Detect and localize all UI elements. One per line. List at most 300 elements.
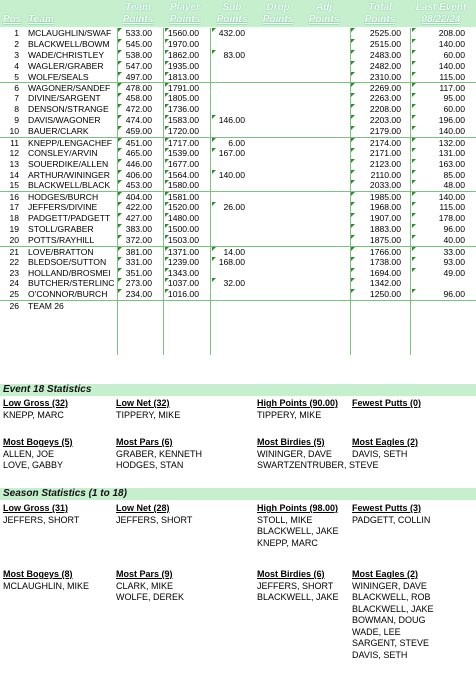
table-row xyxy=(0,180,476,191)
stat-heading: Low Net (28) xyxy=(116,503,170,513)
stat-high-points xyxy=(257,398,338,421)
cell-last: 140.00 xyxy=(438,126,465,137)
cell-tot: 2171.00 xyxy=(369,147,401,158)
cell-tot: 2515.00 xyxy=(369,38,401,49)
comment-marker-icon xyxy=(165,93,169,97)
cell-tot: 2179.00 xyxy=(369,126,401,137)
cell-team: DENSON/STRANGE xyxy=(28,104,109,115)
comment-marker-icon xyxy=(165,289,169,293)
comment-marker-icon xyxy=(351,148,355,152)
cell-team: LOVE/BRATTON xyxy=(28,246,94,257)
comment-marker-icon xyxy=(118,202,122,206)
cell-last: 96.00 xyxy=(443,224,465,235)
table-row xyxy=(0,278,476,289)
table-row xyxy=(0,246,476,257)
comment-marker-icon xyxy=(118,104,122,108)
table-row xyxy=(0,213,476,224)
cell-tp: 459.00 xyxy=(125,126,152,137)
comment-marker-icon xyxy=(412,257,416,261)
cell-last: 140.00 xyxy=(438,192,465,203)
comment-marker-icon xyxy=(351,138,355,142)
comment-marker-icon xyxy=(412,235,416,239)
team-header: Team xyxy=(28,14,54,25)
comment-marker-icon xyxy=(351,39,355,43)
cell-team: WOLFE/SEALS xyxy=(28,71,89,82)
stat-heading: Low Net (32) xyxy=(116,398,170,408)
standings-header xyxy=(0,0,476,27)
adj-points-header-2: Points xyxy=(308,14,340,25)
cell-team: BLACKWELL/BLACK xyxy=(28,180,111,191)
team-points-header-1: Team xyxy=(125,2,151,13)
last-event-header-2: 08/22/24 xyxy=(421,14,461,25)
stat-heading: Most Pars (9) xyxy=(116,569,173,579)
cell-tot: 2269.00 xyxy=(369,83,401,94)
cell-team: STOLL/GRABER xyxy=(28,224,94,235)
cell-tot: 1250.00 xyxy=(369,289,401,300)
comment-marker-icon xyxy=(118,213,122,217)
stat-player-name: GRABER, KENNETH xyxy=(116,448,203,459)
stat-heading: Fewest Putts (0) xyxy=(352,398,422,408)
comment-marker-icon xyxy=(412,61,416,65)
cell-pp: 1813.00 xyxy=(167,71,199,82)
stat-player-name: MCLAUGHLIN, MIKE xyxy=(3,580,90,591)
cell-tp: 533.00 xyxy=(125,28,152,38)
comment-marker-icon xyxy=(118,247,122,251)
cell-pos: 16 xyxy=(9,192,19,203)
cell-pos: 11 xyxy=(10,137,19,148)
cell-tp: 351.00 xyxy=(125,267,152,278)
stat-low-gross xyxy=(3,503,79,526)
cell-sp: 140.00 xyxy=(218,169,245,180)
stat-most-pars xyxy=(116,437,202,472)
comment-marker-icon xyxy=(165,257,169,261)
comment-marker-icon xyxy=(412,268,416,272)
cell-pos: 17 xyxy=(9,202,19,213)
cell-pp: 1371.00 xyxy=(167,246,199,257)
comment-marker-icon xyxy=(351,268,355,272)
cell-tp: 497.00 xyxy=(125,71,152,82)
table-row xyxy=(0,268,476,279)
stat-low-net xyxy=(116,398,180,421)
cell-pos: 20 xyxy=(9,234,19,245)
cell-tp: 273.00 xyxy=(125,278,152,289)
comment-marker-icon xyxy=(165,268,169,272)
cell-pos: 3 xyxy=(14,49,19,60)
cell-last: 48.00 xyxy=(443,180,465,191)
comment-marker-icon xyxy=(118,50,122,54)
cell-tp: 538.00 xyxy=(125,49,152,60)
cell-tot: 2123.00 xyxy=(369,158,401,169)
comment-marker-icon xyxy=(351,202,355,206)
cell-team: O'CONNOR/BURCH xyxy=(28,289,108,300)
cell-tot: 1968.00 xyxy=(369,202,401,213)
cell-tot: 1738.00 xyxy=(369,256,401,267)
cell-pos: 5 xyxy=(14,71,19,82)
comment-marker-icon xyxy=(118,39,122,43)
comment-marker-icon xyxy=(412,170,416,174)
stat-heading: Low Gross (32) xyxy=(3,398,69,408)
event-stats-title: Event 18 Statistics xyxy=(0,384,476,396)
table-row xyxy=(0,235,476,246)
comment-marker-icon xyxy=(351,289,355,293)
drop-points-header-1: Drop xyxy=(266,2,290,13)
comment-marker-icon xyxy=(165,28,169,32)
stat-heading: Most Birdies (5) xyxy=(257,437,325,447)
comment-marker-icon xyxy=(351,83,355,87)
cell-team: KNEPP/LENGACHEF xyxy=(28,137,113,148)
table-row xyxy=(0,148,476,159)
player-points-header-1: Player xyxy=(169,2,201,13)
cell-pp: 1520.00 xyxy=(167,202,199,213)
stat-player-name: BOWMAN, DOUG xyxy=(352,615,426,625)
cell-pp: 1239.00 xyxy=(167,256,199,267)
cell-pos: 14 xyxy=(9,169,19,180)
comment-marker-icon xyxy=(412,289,416,293)
comment-marker-icon xyxy=(412,72,416,76)
cell-tot: 1883.00 xyxy=(369,224,401,235)
comment-marker-icon xyxy=(351,192,355,196)
comment-marker-icon xyxy=(351,235,355,239)
cell-last: 95.00 xyxy=(443,93,465,104)
cell-sp: 167.00 xyxy=(218,147,245,158)
comment-marker-icon xyxy=(165,170,169,174)
cell-tp: 474.00 xyxy=(125,115,152,126)
cell-team: HOLLAND/BROSMEI xyxy=(28,267,111,278)
cell-pos: 24 xyxy=(9,278,19,289)
stat-player-name: PADGETT, COLLIN xyxy=(352,514,431,525)
cell-tot: 2110.00 xyxy=(370,169,401,180)
cell-last: 49.00 xyxy=(443,267,465,278)
sub-points-header-1: Sub xyxy=(222,2,242,13)
table-row xyxy=(0,202,476,213)
cell-tp: 404.00 xyxy=(125,192,152,203)
cell-tp: 422.00 xyxy=(125,202,152,213)
comment-marker-icon xyxy=(165,159,169,163)
stat-player-name: JEFFERS, SHORT xyxy=(3,514,80,525)
comment-marker-icon xyxy=(351,159,355,163)
cell-sp: 146.00 xyxy=(218,115,245,126)
comment-marker-icon xyxy=(165,247,169,251)
stat-player-name: KNEPP, MARC xyxy=(257,537,318,548)
cell-team: SOUERDIKE/ALLEN xyxy=(28,158,109,169)
comment-marker-icon xyxy=(351,257,355,261)
comment-marker-icon xyxy=(118,278,122,282)
comment-marker-icon xyxy=(212,50,216,54)
comment-marker-icon xyxy=(412,104,416,108)
cell-last: 93.00 xyxy=(443,256,465,267)
stat-player-name: DAVIS, SETH xyxy=(352,448,408,459)
cell-tp: 453.00 xyxy=(125,180,152,191)
comment-marker-icon xyxy=(118,138,122,142)
stat-most-bogeys xyxy=(3,569,89,592)
table-row xyxy=(0,159,476,170)
cell-pp: 1736.00 xyxy=(167,104,199,115)
stat-fewest-putts xyxy=(352,398,421,410)
comment-marker-icon xyxy=(118,170,122,174)
cell-pos: 12 xyxy=(9,147,19,158)
cell-pp: 1720.00 xyxy=(167,126,199,137)
comment-marker-icon xyxy=(212,278,216,282)
comment-marker-icon xyxy=(118,224,122,228)
cell-team: MCLAUGHLIN/SWAF xyxy=(28,28,112,38)
comment-marker-icon xyxy=(165,61,169,65)
cell-pp: 1037.00 xyxy=(167,278,199,289)
total-points-header-2: Points xyxy=(364,14,396,25)
stat-player-name: BLACKWELL, JAKE xyxy=(352,603,434,614)
stat-most-pars xyxy=(116,569,184,604)
cell-tp: 478.00 xyxy=(125,83,152,94)
cell-tp: 381.00 xyxy=(125,246,152,257)
stat-player-name: TIPPERY, MIKE xyxy=(116,409,181,420)
comment-marker-icon xyxy=(412,50,416,54)
cell-tp: 465.00 xyxy=(125,147,152,158)
cell-sp: 26.00 xyxy=(223,202,245,213)
team-points-header-2: Points xyxy=(122,14,154,25)
cell-last: 60.00 xyxy=(443,49,465,60)
cell-tot: 2203.00 xyxy=(369,115,401,126)
cell-last: 132.00 xyxy=(438,137,465,148)
cell-sp: 32.00 xyxy=(223,278,245,289)
comment-marker-icon xyxy=(351,28,355,32)
comment-marker-icon xyxy=(165,148,169,152)
table-row xyxy=(0,72,476,83)
cell-team: DIVINE/SARGENT xyxy=(28,93,101,104)
cell-tot: 2525.00 xyxy=(369,28,401,38)
comment-marker-icon xyxy=(165,72,169,76)
sub-points-header-2: Points xyxy=(216,14,248,25)
stat-high-points xyxy=(257,503,339,549)
cell-last: 131.00 xyxy=(438,147,465,158)
cell-last: 33.00 xyxy=(443,246,465,257)
comment-marker-icon xyxy=(412,202,416,206)
cell-sp: 6.00 xyxy=(228,137,245,148)
comment-marker-icon xyxy=(412,224,416,228)
table-row xyxy=(0,28,476,39)
standings-table xyxy=(0,28,476,311)
stat-player-name: HODGES, STAN xyxy=(116,460,184,470)
stat-heading: Low Gross (31) xyxy=(3,503,69,513)
comment-marker-icon xyxy=(118,72,122,76)
cell-tot: 2033.00 xyxy=(369,180,401,191)
stat-player-name: WININGER, DAVE xyxy=(352,580,427,591)
table-row xyxy=(0,257,476,268)
comment-marker-icon xyxy=(165,50,169,54)
comment-marker-icon xyxy=(412,138,416,142)
cell-team: CONSLEY/ARVIN xyxy=(28,147,98,158)
drop-points-header-2: Points xyxy=(262,14,294,25)
stat-heading: Most Pars (6) xyxy=(116,437,173,447)
cell-pp: 1970.00 xyxy=(167,38,199,49)
stat-fewest-putts xyxy=(352,503,430,526)
cell-team: WAGONER/SANDEF xyxy=(28,83,111,94)
cell-last: 96.00 xyxy=(443,289,465,300)
comment-marker-icon xyxy=(118,257,122,261)
cell-pp: 1791.00 xyxy=(167,83,199,94)
comment-marker-icon xyxy=(118,93,122,97)
stat-heading: High Points (98.00) xyxy=(257,503,339,513)
cell-sp: 83.00 xyxy=(223,49,245,60)
table-row xyxy=(0,126,476,137)
cell-last: 196.00 xyxy=(438,115,465,126)
cell-tp: 331.00 xyxy=(125,256,152,267)
table-row xyxy=(0,170,476,181)
stat-player-name: LOVE, GABBY xyxy=(3,460,64,470)
comment-marker-icon xyxy=(412,159,416,163)
cell-last: 163.00 xyxy=(438,158,465,169)
stat-player-name: WININGER, DAVE xyxy=(257,448,332,459)
cell-last: 85.00 xyxy=(443,169,465,180)
cell-last: 115.00 xyxy=(439,202,465,213)
cell-tp: 234.00 xyxy=(125,289,152,300)
table-row xyxy=(0,39,476,50)
comment-marker-icon xyxy=(118,148,122,152)
cell-tot: 1342.00 xyxy=(369,278,401,289)
stat-most-birdies xyxy=(257,569,339,604)
cell-last: 140.00 xyxy=(438,38,465,49)
comment-marker-icon xyxy=(412,192,416,196)
cell-last: 60.00 xyxy=(443,104,465,115)
stat-player-name: CLARK, MIKE xyxy=(116,580,174,591)
cell-pos: 18 xyxy=(9,213,19,224)
cell-team: DAVIS/WAGONER xyxy=(28,115,101,126)
cell-pp: 1016.00 xyxy=(167,289,199,300)
cell-team: JEFFERS/DIVINE xyxy=(28,202,98,213)
comment-marker-icon xyxy=(165,192,169,196)
comment-marker-icon xyxy=(412,180,416,184)
table-row xyxy=(0,289,476,300)
cell-tot: 1694.00 xyxy=(369,267,401,278)
cell-tot: 2310.00 xyxy=(369,71,401,82)
stat-heading: Most Birdies (6) xyxy=(257,569,325,579)
stat-player-name: ALLEN, JOE xyxy=(3,448,55,459)
comment-marker-icon xyxy=(212,202,216,206)
cell-tot: 1875.00 xyxy=(369,234,401,245)
stat-player-name: SARGENT, STEVE xyxy=(352,638,430,648)
cell-pp: 1717.00 xyxy=(167,137,199,148)
cell-tot: 2483.00 xyxy=(369,49,401,60)
comment-marker-icon xyxy=(212,257,216,261)
stat-player-name: BLACKWELL, JAKE xyxy=(257,526,339,536)
comment-marker-icon xyxy=(165,115,169,119)
comment-marker-icon xyxy=(351,50,355,54)
stat-player-name: TIPPERY, MIKE xyxy=(257,409,322,420)
stat-player-name: DAVIS, SETH xyxy=(352,649,408,660)
cell-pp: 1583.00 xyxy=(167,115,199,126)
cell-sp: 168.00 xyxy=(218,256,245,267)
cell-tp: 547.00 xyxy=(125,60,152,71)
comment-marker-icon xyxy=(165,224,169,228)
stat-player-name: JEFFERS, SHORT xyxy=(257,580,334,591)
cell-pos: 10 xyxy=(9,126,19,137)
total-points-header-1: Total xyxy=(368,2,392,13)
cell-tp: 406.00 xyxy=(125,169,152,180)
cell-pp: 1480.00 xyxy=(167,213,199,224)
stat-heading: Most Bogeys (8) xyxy=(3,569,73,579)
cell-team: WADE/CHRISTLEY xyxy=(28,49,105,60)
stat-player-name: BLACKWELL, JAKE xyxy=(257,592,339,602)
cell-pos: 6 xyxy=(14,83,19,94)
cell-pp: 1862.00 xyxy=(167,49,199,60)
cell-pp: 1935.00 xyxy=(167,60,199,71)
comment-marker-icon xyxy=(165,213,169,217)
comment-marker-icon xyxy=(351,224,355,228)
comment-marker-icon xyxy=(212,138,216,142)
comment-marker-icon xyxy=(165,202,169,206)
stat-most-eagles xyxy=(352,569,434,661)
cell-team: BLACKWELL/BOWM xyxy=(28,38,110,49)
stat-player-name: STOLL, MIKE xyxy=(257,514,313,525)
cell-pos: 19 xyxy=(9,224,19,235)
comment-marker-icon xyxy=(351,104,355,108)
comment-marker-icon xyxy=(118,180,122,184)
comment-marker-icon xyxy=(212,170,216,174)
comment-marker-icon xyxy=(118,115,122,119)
comment-marker-icon xyxy=(412,83,416,87)
cell-pos: 2 xyxy=(14,38,19,49)
cell-pp: 1500.00 xyxy=(167,224,199,235)
comment-marker-icon xyxy=(212,148,216,152)
table-row xyxy=(0,104,476,115)
cell-tot: 1907.00 xyxy=(369,213,401,224)
cell-pp: 1539.00 xyxy=(167,147,199,158)
comment-marker-icon xyxy=(118,289,122,293)
cell-tot: 2263.00 xyxy=(369,93,401,104)
comment-marker-icon xyxy=(412,148,416,152)
table-row xyxy=(0,191,476,202)
comment-marker-icon xyxy=(412,247,416,251)
cell-tp: 372.00 xyxy=(125,234,152,245)
cell-pp: 1677.00 xyxy=(167,158,199,169)
cell-sp: 14.00 xyxy=(223,246,245,257)
stat-player-name: KNEPP, MARC xyxy=(3,409,64,420)
comment-marker-icon xyxy=(351,115,355,119)
cell-last: 140.00 xyxy=(438,60,465,71)
stat-low-gross xyxy=(3,398,68,421)
cell-tot: 2208.00 xyxy=(369,104,401,115)
comment-marker-icon xyxy=(351,213,355,217)
comment-marker-icon xyxy=(351,247,355,251)
cell-pos: 25 xyxy=(9,289,19,300)
cell-team: BUTCHER/STERLINC xyxy=(28,278,114,289)
comment-marker-icon xyxy=(118,61,122,65)
comment-marker-icon xyxy=(118,235,122,239)
cell-tot: 1985.00 xyxy=(369,192,401,203)
stat-heading: Fewest Putts (3) xyxy=(352,503,422,513)
cell-pp: 1503.00 xyxy=(167,234,199,245)
stat-player-name: JEFFERS, SHORT xyxy=(116,514,193,525)
cell-sp: 432.00 xyxy=(218,28,245,38)
player-points-header-2: Points xyxy=(169,14,201,25)
comment-marker-icon xyxy=(212,115,216,119)
comment-marker-icon xyxy=(165,138,169,142)
cell-last: 117.00 xyxy=(439,83,465,94)
cell-team: BAUER/CLARK xyxy=(28,126,89,137)
table-row xyxy=(0,82,476,93)
cell-team: PADGETT/PADGETT xyxy=(28,213,111,224)
stat-player-name: WADE, LEE xyxy=(352,626,401,637)
table-row xyxy=(0,93,476,104)
adj-points-header-1: Adj xyxy=(315,2,333,13)
cell-pp: 1581.00 xyxy=(167,192,199,203)
pos-header: Pos xyxy=(3,14,22,25)
cell-team: POTTS/RAYHILL xyxy=(28,234,95,245)
comment-marker-icon xyxy=(351,93,355,97)
cell-tot: 2482.00 xyxy=(369,60,401,71)
comment-marker-icon xyxy=(118,192,122,196)
comment-marker-icon xyxy=(412,28,416,32)
cell-pos: 7 xyxy=(14,93,19,104)
table-row xyxy=(0,50,476,61)
